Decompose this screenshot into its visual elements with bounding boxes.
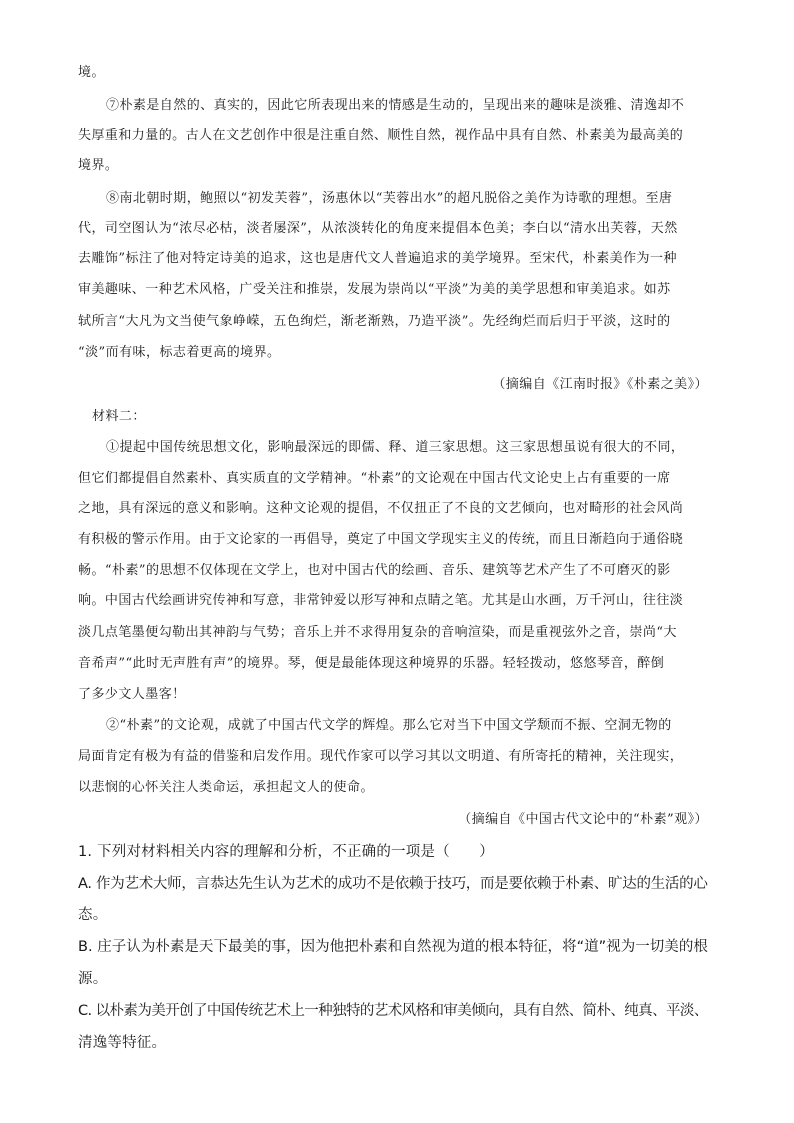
paragraph-2-line: ②“朴素”的文论观，成就了中国古代文学的辉煌。那么它对当下中国文学颓而不振、空洞无物的 (106, 718, 672, 733)
paragraph-2-line: 以悲悯的心怀关注人类命运，承担起文人的使命。 (78, 780, 374, 795)
paragraph-1-line: ①提起中国传统思想文化，影响最深远的即儒、释、道三家思想。这三家思想虽说有很大的不同， (106, 440, 685, 455)
paragraph-7-line: 境界。 (78, 158, 119, 173)
paragraph-8-line: ⑧南北朝时期，鲍照以“初发芙蓉”，汤惠休以“芙蓉出水”的超凡脱俗之美作为诗歌的理想。至唐 (106, 191, 673, 206)
paragraph-8-line: “淡”而有味，标志着更高的境界。 (78, 345, 281, 360)
option-c-line: C. 以朴素为美开创了中国传统艺术上一种独特的艺术风格和审美倾向，具有自然、简朴、纯真、平淡、 (78, 1003, 708, 1019)
section-heading: 材料二： (92, 409, 146, 424)
paragraph-1-line: 了多少文人墨客！ (78, 687, 186, 702)
paragraph-7-line: ⑦朴素是自然的、真实的，因此它所表现出来的情感是生动的，呈现出来的趣味是淡雅、清逸却不 (106, 98, 685, 113)
paragraph-1-line: 有积极的警示作用。由于文论家的一再倡导，奠定了中国文学现实主义的传统，而且日渐趋向于通俗晓 (78, 532, 684, 547)
paragraph-8-line: 代，司空图认为“浓尽必枯，淡者屡深”，从浓淡转化的角度来提倡本色美；李白以“清水出芙蓉，天然 (78, 221, 678, 236)
paragraph-1-line: 响。中国古代绘画讲究传神和写意，非常钟爱以形写神和点睛之笔。尤其是山水画，万千河山，往往淡 (78, 593, 684, 608)
paragraph-1-line: 淡几点笔墨便勾勒出其神韵与气势；音乐上并不求得用复杂的音响渲染，而是重视弦外之音，崇尚“大 (78, 625, 677, 640)
paragraph-2-line: 局面肯定有极为有益的借鉴和启发作用。现代作家可以学习其以文明道、有所寄托的精神，关注现实， (78, 749, 684, 764)
paragraph-8-line: 去雕饰”标注了他对特定诗美的追求，这也是唐代文人普遍追求的美学境界。至宋代，朴素美作为一种 (78, 251, 677, 266)
paragraph-8-line: 轼所言“大凡为文当使气象峥嵘，五色绚烂，渐老渐熟，乃造平淡”。先经绚烂而后归于平淡，这时的 (78, 314, 671, 329)
paragraph-1-line: 音希声”“此时无声胜有声”的境界。琴，便是最能体现这种境界的乐器。轻轻拨动，悠悠琴音，醉倒 (78, 656, 665, 671)
option-a-line: 态。 (78, 907, 108, 923)
source-citation: （摘编自《江南时报》《朴素之美》） (492, 377, 708, 392)
question-stem: 1. 下列对材料相关内容的理解和分析，不正确的一项是（ ） (78, 844, 494, 860)
text-line: 境。 (78, 65, 105, 80)
paragraph-8-line: 审美趣味、一种艺术风格，广受关注和推崇，发展为崇尚以“平淡”为美的美学思想和审美追求。如苏 (78, 282, 671, 297)
option-b-line: 源。 (78, 971, 108, 987)
source-citation: （摘编自《中国古代文论中的“朴素”观》） (458, 812, 708, 827)
paragraph-1-line: 畅。“朴素”的思想不仅体现在文学上，也对中国古代的绘画、音乐、建筑等艺术产生了不可磨灭的影 (78, 563, 671, 578)
option-c-line: 清逸等特征。 (78, 1035, 167, 1051)
option-a-line: A. 作为艺术大师，言恭达先生认为艺术的成功不是依赖于技巧，而是要依赖于朴素、旷达的生活的心 (78, 876, 708, 892)
paragraph-1-line: 但它们都提倡自然素朴、真实质直的文学精神。“朴素”的文论观在中国古代文论史上占有重要的一席 (78, 471, 671, 486)
paragraph-7-line: 失厚重和力量的。古人在文艺创作中很是注重自然、顺性自然，视作品中具有自然、朴素美为最高美的 (78, 128, 684, 143)
paragraph-1-line: 之地，具有深远的意义和影响。这种文论观的提倡，不仅扭正了不良的文艺倾向，也对畸形的社会风尚 (78, 501, 684, 516)
option-b-line: B. 庄子认为朴素是天下最美的事，因为他把朴素和自然视为道的根本特征，将“道”视为一切美的根 (78, 939, 708, 955)
